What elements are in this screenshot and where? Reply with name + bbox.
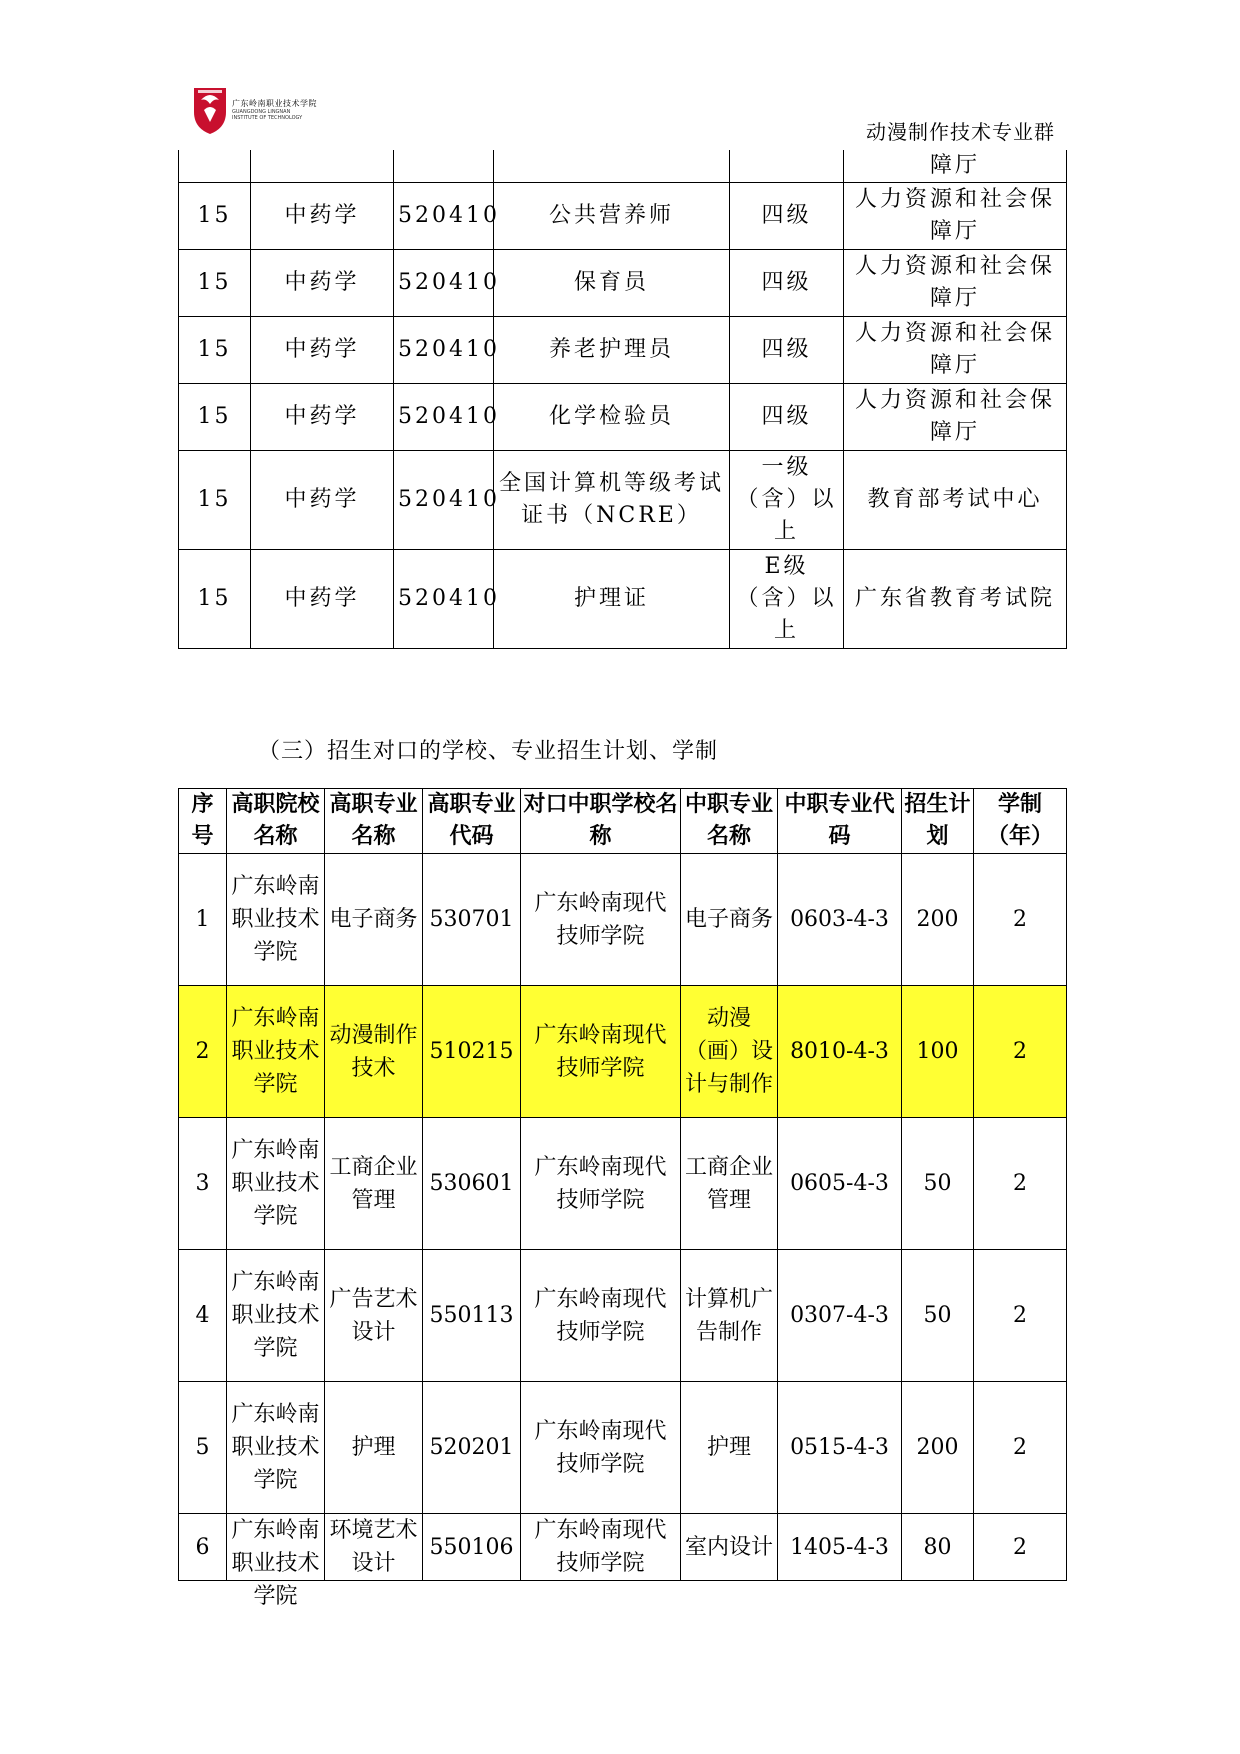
cell-years: 2 — [974, 854, 1067, 986]
cell-cert: 化学检验员 — [494, 384, 730, 451]
header-school: 对口中职学校名称 — [521, 789, 681, 854]
cell-cert: 护理证 — [494, 550, 730, 649]
cell-cert: 保育员 — [494, 250, 730, 317]
cell-code: 520410 — [394, 250, 494, 317]
cell-college: 广东岭南职业技术学院 — [227, 1250, 325, 1382]
enrollment-plan-table — [178, 788, 1067, 1609]
header-plan: 招生计划 — [902, 789, 974, 854]
header-years: 学制（年） — [974, 789, 1067, 854]
cell-college: 广东岭南职业技术学院 — [231, 1518, 320, 1609]
cell-smajor: 动漫（画）设计与制作 — [681, 986, 778, 1118]
logo-cn: 广东岭南职业技术学院 — [232, 99, 317, 108]
table-row — [179, 854, 1067, 986]
cell-code: 520410 — [394, 317, 494, 384]
cell-school: 广东岭南现代技师学院 — [521, 986, 681, 1118]
table-header-row — [179, 789, 1067, 854]
cell-major: 中药学 — [251, 317, 394, 384]
table-row — [179, 384, 1067, 451]
cell-issuer: 人力资源和社会保障厅 — [844, 384, 1067, 451]
cell-college: 广东岭南职业技术学院 — [227, 1118, 325, 1250]
cell-cert: 公共营养师 — [494, 183, 730, 250]
cell-cert: 养老护理员 — [494, 317, 730, 384]
cell-years: 2 — [974, 986, 1067, 1118]
cell-code: 520201 — [423, 1382, 521, 1514]
cell-no: 1 — [179, 854, 227, 986]
cell-smajor: 计算机广告制作 — [681, 1250, 778, 1382]
table-row — [179, 1118, 1067, 1250]
cell-no: 15 — [179, 183, 251, 250]
cell-code: 530701 — [423, 854, 521, 986]
cell-major: 中药学 — [251, 250, 394, 317]
cell-code: 520410 — [394, 384, 494, 451]
cell-major: 护理 — [325, 1382, 423, 1514]
cell-no: 15 — [179, 317, 251, 384]
cell-level: 四级 — [730, 317, 844, 384]
section-title: （三）招生对口的学校、专业招生计划、学制 — [258, 739, 719, 764]
cell-college: 广东岭南职业技术学院 — [227, 986, 325, 1118]
cell-plan: 50 — [902, 1118, 974, 1250]
cell-no: 4 — [179, 1250, 227, 1382]
cell-issuer: 人力资源和社会保障厅 — [844, 183, 1067, 250]
cell-no: 15 — [179, 451, 251, 550]
cell-smajor: 工商企业管理 — [681, 1118, 778, 1250]
logo-en: GUANGDONG LINGNAN INSTITUTE OF TECHNOLOGY — [232, 109, 303, 121]
cell-no: 15 — [179, 384, 251, 451]
cell-school: 广东岭南现代技师学院 — [521, 1118, 681, 1250]
header-college: 高职院校名称 — [227, 789, 325, 854]
cell-school: 广东岭南现代技师学院 — [521, 1382, 681, 1514]
cell-years: 2 — [974, 1382, 1067, 1514]
cell-major: 动漫制作技术 — [325, 986, 423, 1118]
cell-level: 四级 — [730, 250, 844, 317]
cell-cert: 全国计算机等级考试证书（NCRE） — [494, 451, 730, 550]
cell-no: 5 — [179, 1382, 227, 1514]
header-scode: 中职专业代码 — [778, 789, 902, 854]
table-row — [179, 250, 1067, 317]
cell-years: 2 — [974, 1250, 1067, 1382]
cell-major: 广告艺术设计 — [325, 1250, 423, 1382]
cell-major: 中药学 — [251, 384, 394, 451]
cell-scode: 8010-4-3 — [778, 986, 902, 1118]
header-major: 高职专业名称 — [325, 789, 423, 854]
cell-issuer: 人力资源和社会保障厅 — [844, 317, 1067, 384]
college-logo-text — [232, 98, 317, 121]
cell-issuer: 广东省教育考试院 — [844, 550, 1067, 649]
cell-level: 四级 — [730, 183, 844, 250]
cell-code: 520410 — [394, 451, 494, 550]
table-row — [179, 1250, 1067, 1382]
cell-major: 中药学 — [251, 550, 394, 649]
college-logo-icon — [190, 84, 230, 138]
cell-issuer: 教育部考试中心 — [844, 451, 1067, 550]
cell-code: 510215 — [423, 986, 521, 1118]
cell-school: 广东岭南现代技师学院 — [521, 1250, 681, 1382]
cell-code: 550113 — [423, 1250, 521, 1382]
header-no: 序号 — [179, 789, 227, 854]
header-code: 高职专业代码 — [423, 789, 521, 854]
page-header-title: 动漫制作技术专业群 — [866, 120, 1055, 144]
header-smajor: 中职专业名称 — [681, 789, 778, 854]
cell-plan: 100 — [902, 986, 974, 1118]
cell-issuer: 人力资源和社会保障厅 — [844, 250, 1067, 317]
cell-major: 中药学 — [251, 183, 394, 250]
cell-scode: 0307-4-3 — [778, 1250, 902, 1382]
cell-smajor: 护理 — [681, 1382, 778, 1514]
cell-issuer: 障厅 — [844, 150, 1067, 183]
table-row — [179, 150, 1067, 183]
cell-code: 520410 — [394, 550, 494, 649]
cell-major: 环境艺术设计 — [325, 1514, 423, 1581]
cell-plan: 200 — [902, 1382, 974, 1514]
cell-plan: 50 — [902, 1250, 974, 1382]
cell-no: 6 — [179, 1514, 227, 1581]
table-row-highlighted — [179, 986, 1067, 1118]
table-row — [179, 1514, 1067, 1581]
cell-years: 2 — [974, 1514, 1067, 1581]
cell-school: 广东岭南现代技师学院 — [521, 1514, 681, 1581]
cell-college: 广东岭南职业技术学院 — [227, 1382, 325, 1514]
cell-major: 中药学 — [251, 451, 394, 550]
cell-code: 520410 — [394, 183, 494, 250]
table-row — [179, 451, 1067, 550]
cell-years: 2 — [974, 1118, 1067, 1250]
cell-school: 广东岭南现代技师学院 — [521, 854, 681, 986]
cell-scode: 1405-4-3 — [778, 1514, 902, 1581]
cell-level: 四级 — [730, 384, 844, 451]
cell-code: 550106 — [423, 1514, 521, 1581]
table-row — [179, 1382, 1067, 1514]
table-row — [179, 550, 1067, 649]
cell-smajor: 室内设计 — [681, 1514, 778, 1581]
cell-scode: 0515-4-3 — [778, 1382, 902, 1514]
cell-plan: 80 — [902, 1514, 974, 1581]
cell-major: 电子商务 — [325, 854, 423, 986]
cell-no: 3 — [179, 1118, 227, 1250]
cell-no: 2 — [179, 986, 227, 1118]
cell-no: 15 — [179, 550, 251, 649]
table-row — [179, 317, 1067, 384]
cell-scode: 0603-4-3 — [778, 854, 902, 986]
certificate-table — [178, 150, 1067, 649]
cell-no: 15 — [179, 250, 251, 317]
cell-major: 工商企业管理 — [325, 1118, 423, 1250]
cell-plan: 200 — [902, 854, 974, 986]
cell-level: E级（含）以上 — [730, 550, 844, 649]
cell-smajor: 电子商务 — [681, 854, 778, 986]
cell-scode: 0605-4-3 — [778, 1118, 902, 1250]
table-row — [179, 183, 1067, 250]
cell-level: 一级（含）以上 — [730, 451, 844, 550]
cell-code: 530601 — [423, 1118, 521, 1250]
cell-college: 广东岭南职业技术学院 — [227, 854, 325, 986]
